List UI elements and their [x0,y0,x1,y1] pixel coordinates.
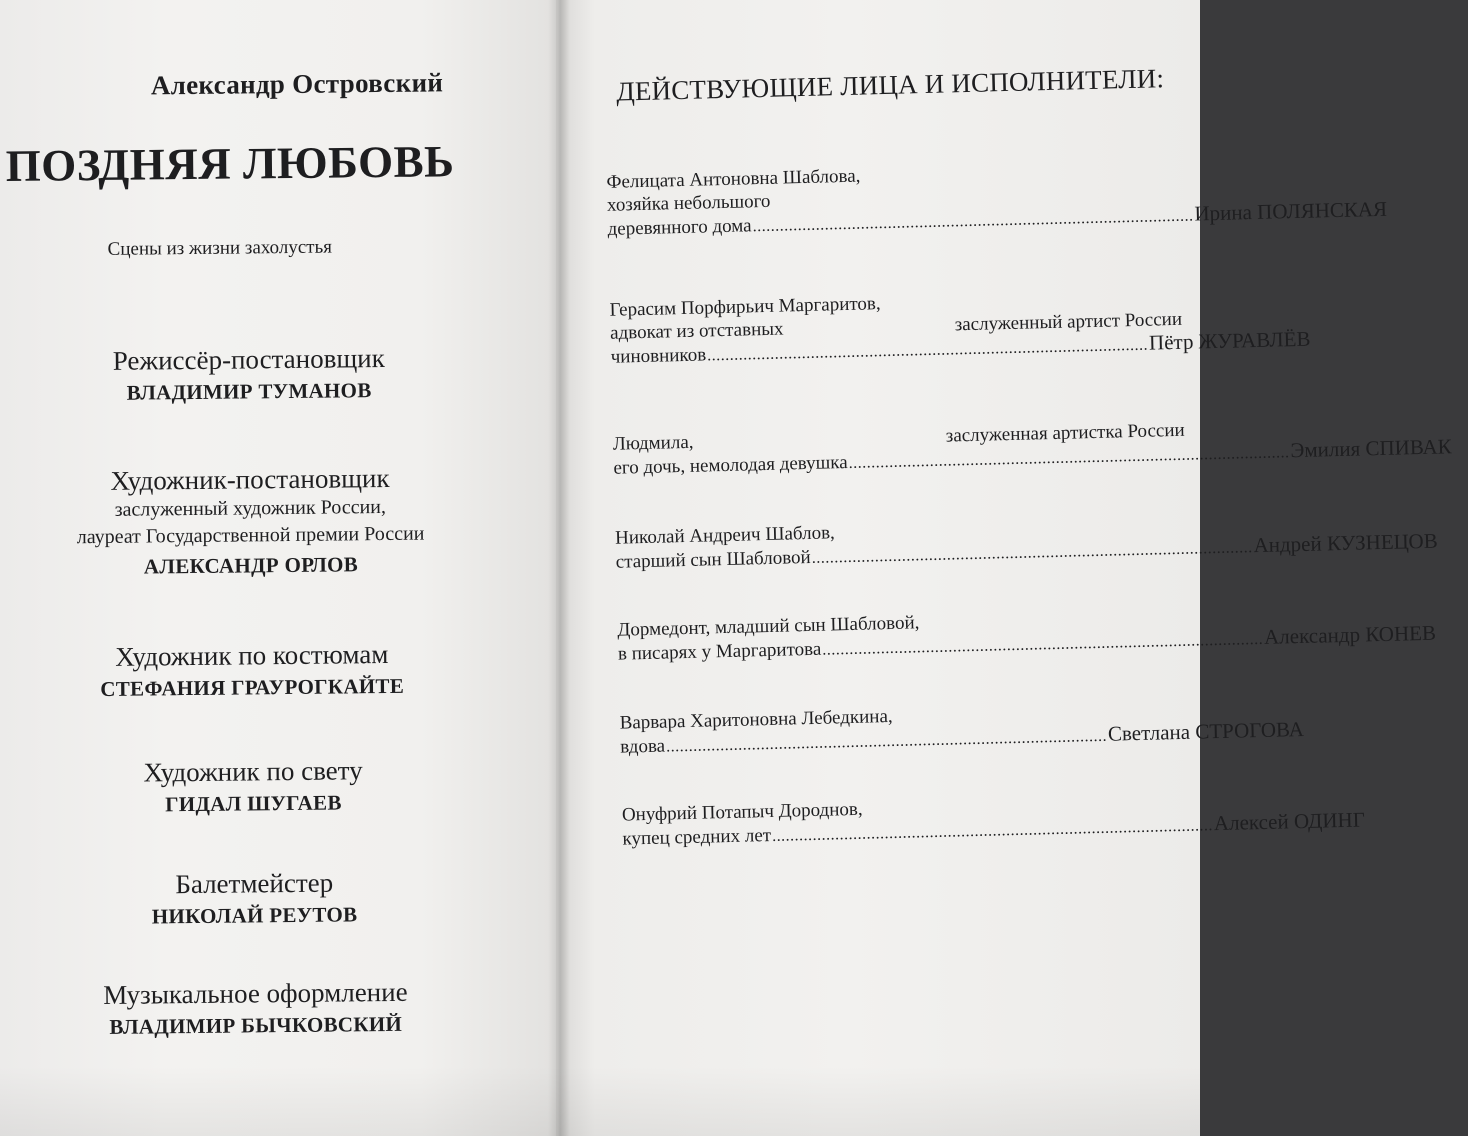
actor-title: заслуженная артистка России [945,419,1185,447]
credit-name: НИКОЛАЙ РЕУТОВ [151,902,358,929]
cast-entry [619,697,1305,759]
character-line: вдова [620,735,666,758]
credit-lighting-designer [8,753,499,822]
character-line: Людмила, [612,431,694,455]
actor-name: Ирина ПОЛЯНСКАЯ [1194,196,1388,226]
dot-leader: .................................................................................................. [706,336,1149,365]
credit-music [10,975,501,1044]
character-line: купец средних лет [622,824,772,850]
credit-costume-designer [7,637,498,706]
character-line: адвокат из отставных [609,318,784,344]
credit-name: ГИДАЛ ШУГАЕВ [165,790,342,817]
character-line: в писарях у Маргаритова [617,638,822,665]
cast-entry [609,285,1311,370]
character-line: деревянного дома [607,215,752,240]
cast-header: ДЕЙСТВУЮЩИЕ ЛИЦА И ИСПОЛНИТЕЛИ: [615,63,1165,107]
character-line: чиновников [610,344,707,368]
character-line: Фелицата Антоновна Шаблова, [606,165,861,193]
actor-name: Андрей КУЗНЕЦОВ [1253,528,1438,558]
character-line: старший сын Шабловой [615,546,811,573]
credit-choreographer [9,865,500,934]
credit-note: лауреат Государственной премии России [76,522,425,549]
actor-name: Александр КОНЕВ [1263,620,1437,649]
cast-entry [606,157,1388,242]
actor-name: Алексей ОДИНГ [1213,807,1366,836]
character-line: Дормедонт, младший сын Шабловой, [617,612,920,641]
actor-name: Светлана СТРОГОВА [1107,716,1305,746]
credit-role: Художник по свету [143,755,363,788]
bottom-shadow [0,1066,1200,1136]
dot-leader: .................................................................................................. [752,207,1194,236]
credit-role: Музыкальное оформление [103,976,408,1010]
credit-role: Художник по костюмам [115,638,389,672]
cast-entry [617,605,1437,667]
dot-leader: .................................................................................................. [811,539,1253,567]
actor-title: заслуженный артист России [954,308,1183,336]
actor-name: Эмилия СПИВАК [1290,434,1452,463]
cast-entry [621,789,1366,851]
character-line: хозяйка небольшого [606,190,771,216]
character-line: Онуфрий Потапыч Дороднов, [621,798,863,826]
credit-role: Художник-постановщик [110,462,390,496]
author-name: Александр Островский [150,67,444,101]
cast-page [556,0,1452,1136]
character-line: его дочь, немолодая девушка [613,452,848,479]
dot-leader: .................................................................................................. [848,444,1290,472]
credit-name: АЛЕКСАНДР ОРЛОВ [143,552,359,579]
play-subtitle: Сцены из жизни захолустья [107,236,333,260]
cast-entry [614,513,1438,575]
credit-set-designer [5,461,496,584]
character-line: Николай Андреич Шаблов, [614,522,836,549]
credit-note: заслуженный художник России, [114,495,387,521]
actor-name: Пётр ЖУРАВЛЁВ [1148,326,1311,355]
credit-name: ВЛАДИМИР ТУМАНОВ [126,378,372,405]
dot-leader: .................................................................................................. [665,727,1108,756]
credits-page [0,0,572,1136]
dot-leader: .................................................................................................. [771,817,1214,845]
character-line: Герасим Порфирьич Маргаритов, [609,293,881,321]
credit-name: СТЕФАНИЯ ГРАУРОГКАЙТЕ [100,673,405,701]
credit-role: Балетмейстер [175,867,334,900]
credit-director [4,341,495,410]
play-title: ПОЗДНЯЯ ЛЮБОВЬ [5,136,455,191]
character-line: Варвара Харитоновна Лебедкина, [619,705,893,734]
credit-name: ВЛАДИМИР БЫЧКОВСКИЙ [109,1011,403,1039]
cast-entry [612,419,1452,481]
dot-leader: .................................................................................................. [822,630,1264,659]
credit-role: Режиссёр-постановщик [112,342,385,376]
